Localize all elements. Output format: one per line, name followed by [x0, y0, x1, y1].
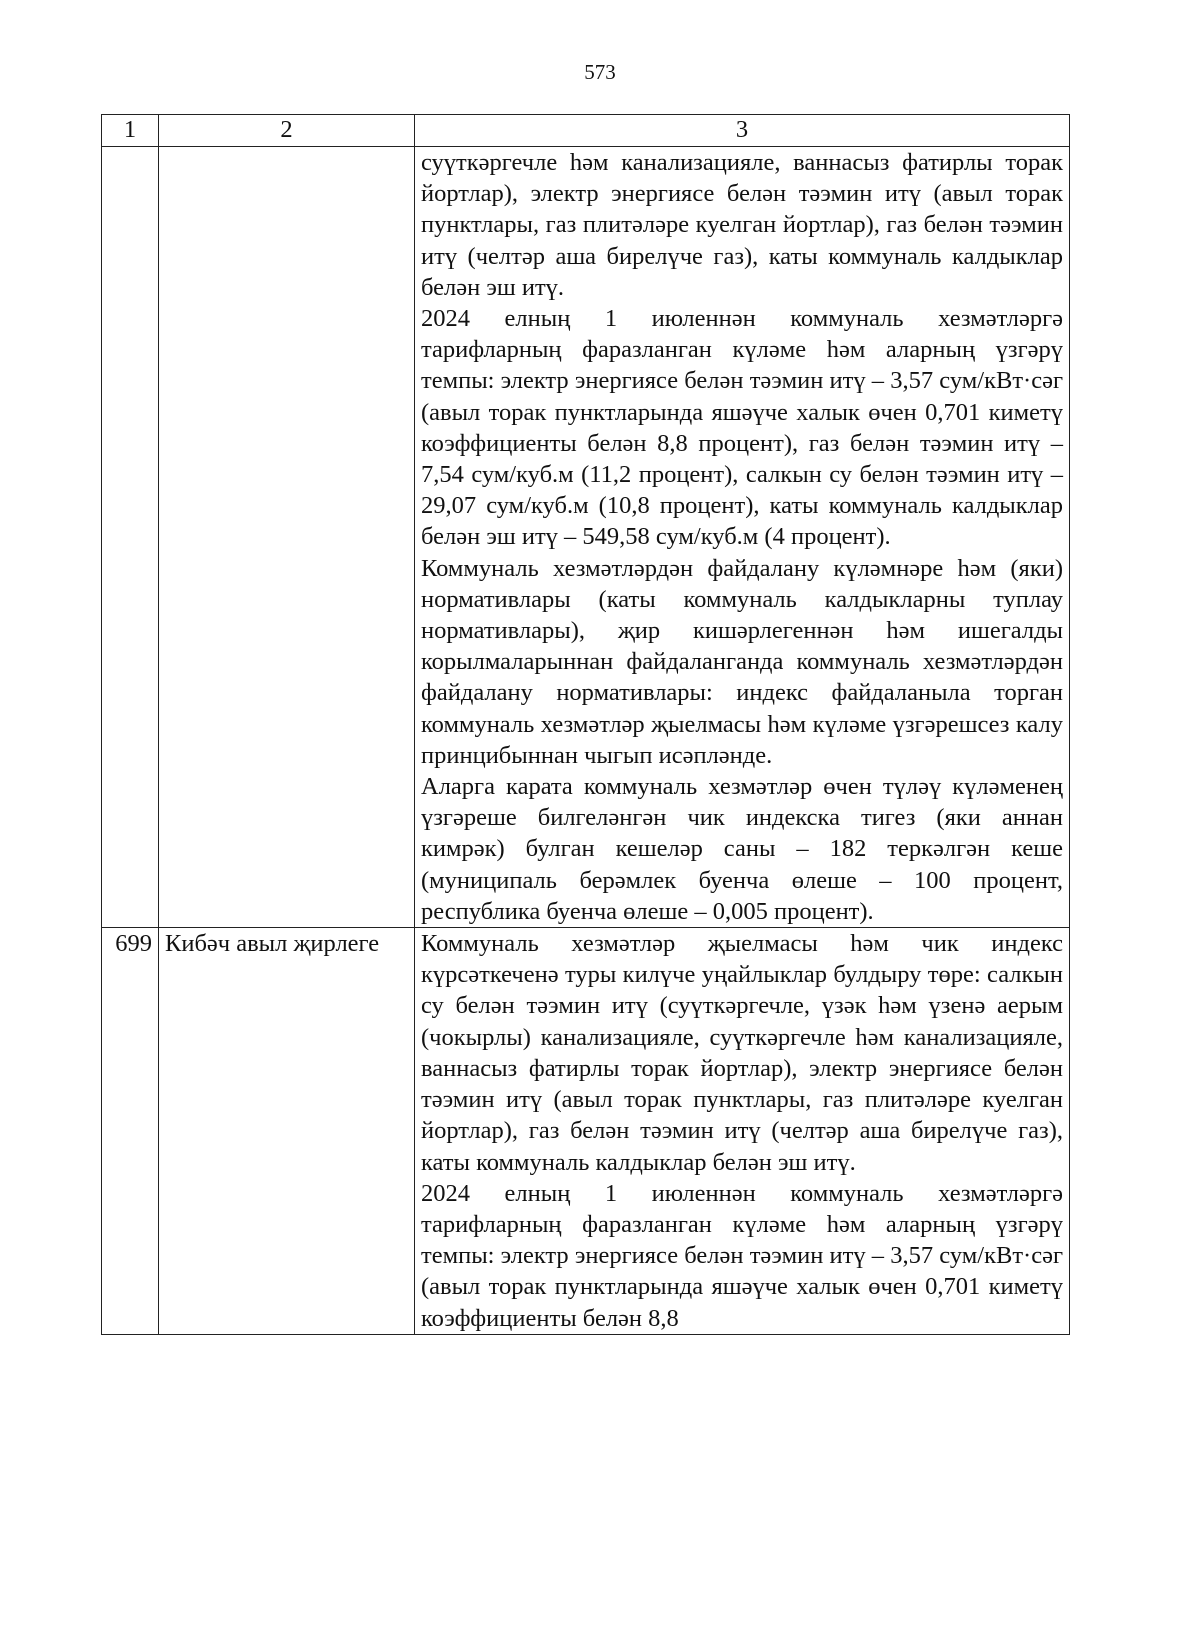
paragraph: Аларга карата коммуналь хезмәтләр өчен түләү күләменең үзгәреше билгеләнгән чик индекска тигез (яки аннан кимрәк) булган кешеләр саны – 182 теркәлгән кеше (муниципаль берәмлек буенча өлеше – 100 процент, республика буенча өлеше – 0,005 процент).: [421, 773, 1063, 925]
column-header-2: 2: [159, 115, 415, 147]
column-header-1: 1: [102, 115, 159, 147]
column-header-3: 3: [415, 115, 1070, 147]
table-header-row: [102, 115, 1070, 147]
data-table: [101, 114, 1070, 1335]
settlement-name: [159, 147, 415, 928]
paragraph: 2024 елның 1 июленнән коммуналь хезмәтләргә тарифларның фаразланган күләме һәм аларның үзгәрү темпы: электр энергиясе белән тәэмин итү – 3,57 сум/кВт·сәг (авыл торак пунктларында яшәүче халык өчен 0,701 киметү коэффициенты белән 8,8: [421, 1179, 1063, 1332]
row-number: 699: [102, 928, 159, 1335]
description-cell: [415, 928, 1070, 1335]
row-number: [102, 147, 159, 928]
paragraph: Коммуналь хезмәтләрдән файдалану күләмнәре һәм (яки) нормативлары (каты коммуналь калдыкларны туплау нормативлары), җир кишәрлегеннән һәм ишегалды корылмаларыннан файдаланганда коммуналь хезмәтләрдән файдалану нормативлары: индекс файдаланыла торган коммуналь хезмәтләр җыелмасы һәм күләме үзгәрешсез калу принцибыннан чыгып исәпләнде.: [421, 554, 1063, 769]
page-number: 573: [584, 60, 616, 84]
description-cell: [415, 147, 1070, 928]
paragraph: суүткәргечле һәм канализацияле, ваннасыз фатирлы торак йортлар), электр энергиясе белән тәэмин итү (авыл торак пунктлары, газ плитәләре куелган йортлар), газ белән тәэмин итү (челтәр аша бирелүче газ), каты коммуналь калдыклар белән эш итү.: [421, 149, 1063, 301]
table-row: [102, 147, 1070, 928]
paragraph: Коммуналь хезмәтләр җыелмасы һәм чик индекс күрсәткеченә туры килүче уңайлыклар булдыру төре: салкын су белән тәэмин итү (суүткәргечле, үзәк һәм үзенә аерым (чокырлы) канализацияле, суүткәргечле һәм канализацияле, ваннасыз фатирлы торак йортлар), электр энергиясе белән тәэмин итү (авыл торак пунктлары, газ плитәләре куелган йортлар), газ белән тәэмин итү (челтәр аша бирелүче газ), каты коммуналь калдыклар белән эш итү.: [421, 930, 1063, 1176]
table-row: [102, 928, 1070, 1335]
paragraph: 2024 елның 1 июленнән коммуналь хезмәтләргә тарифларның фаразланган күләме һәм аларның үзгәрү темпы: электр энергиясе белән тәэмин итү – 3,57 сум/кВт·сәг (авыл торак пунктларында яшәүче халык өчен 0,701 киметү коэффициенты белән 8,8 процент), газ белән тәэмин итү – 7,54 сум/куб.м (11,2 процент), салкын су белән тәэмин итү – 29,07 сум/куб.м (10,8 процент), каты коммуналь калдыклар белән эш итү – 549,58 сум/куб.м (4 процент).: [421, 305, 1063, 551]
settlement-name: Кибәч авыл җирлеге: [159, 928, 415, 1335]
